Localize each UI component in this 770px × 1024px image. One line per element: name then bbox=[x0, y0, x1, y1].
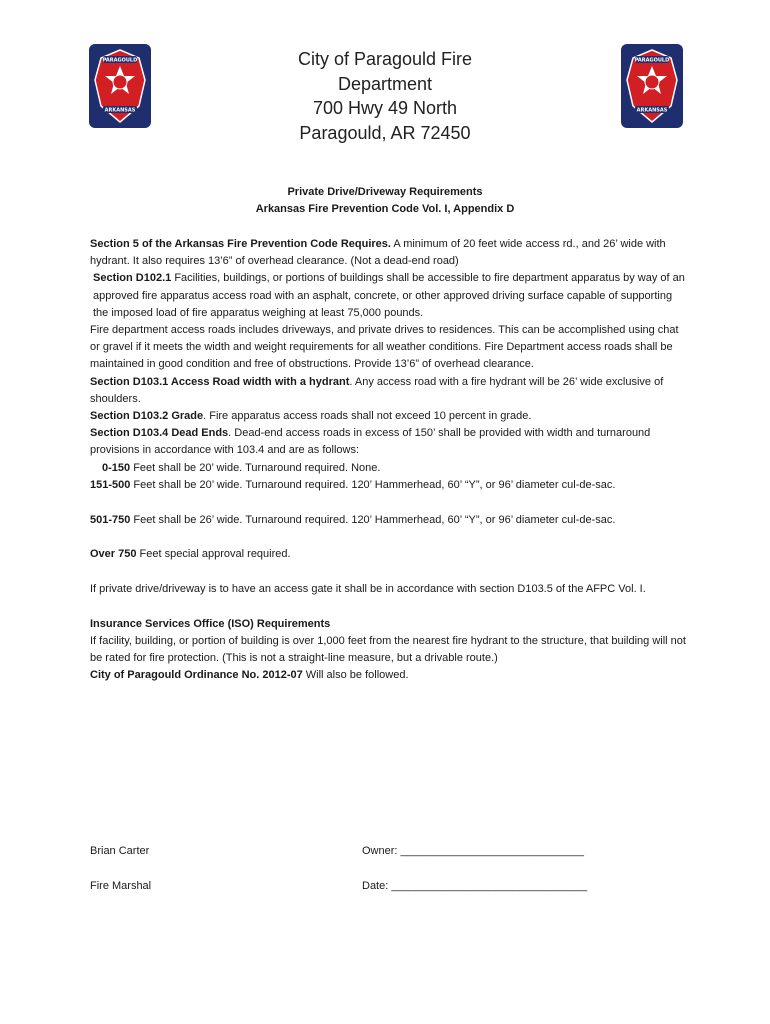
iso-heading: Insurance Services Office (ISO) Requirements bbox=[90, 617, 331, 630]
letterhead bbox=[200, 47, 570, 145]
paragraph-ordinance: City of Paragould Ordinance No. 2012-07 Will also be followed. bbox=[90, 669, 409, 682]
fire-department-badge-logo bbox=[621, 44, 683, 128]
requirement-over-750: Over 750 Feet special approval required. bbox=[90, 548, 291, 561]
fire-department-badge-logo bbox=[89, 44, 151, 128]
paragraph-access-gate: If private drive/driveway is to have an access gate it shall be in accordance with section D103.5 of the AFPC Vol. I. bbox=[90, 582, 646, 595]
paragraph-section-d103-4: Section D103.4 Dead Ends. Dead-end access roads in excess of 150’ shall be provided with width and turnaround provisions in accordance with 103.4 and are as follows: bbox=[90, 427, 651, 457]
subheading-title: Private Drive/Driveway Requirements bbox=[287, 186, 483, 198]
requirement-501-750: 501-750 Feet shall be 26’ wide. Turnaround required. 120’ Hammerhead, 60’ “Y”, or 96’ diameter cul-de-sac. bbox=[90, 513, 616, 526]
paragraph-section-d102-1: Section D102.1 Facilities, buildings, or portions of buildings shall be accessible to fire department apparatus by way of an approved fire apparatus access road with an asphalt, concrete, or other approved driving surface capable of supporting the imposed load of fire apparatus weighing at least 75,000 pounds. bbox=[93, 272, 685, 319]
requirement-0-150: 0-150 Feet shall be 20’ wide. Turnaround required. None. bbox=[102, 461, 381, 474]
owner-signature-line: Owner: ______________________________ bbox=[362, 845, 585, 857]
header-line-2: Department bbox=[337, 73, 433, 94]
paragraph-section-5: Section 5 of the Arkansas Fire Prevention Code Requires. A minimum of 20 feet wide access rd., and 26’ wide with hydrant. It also requires 13’6” of overhead clearance. (Not a dead-end road) bbox=[90, 238, 666, 268]
header-address-line: 700 Hwy 49 North bbox=[312, 98, 458, 118]
date-signature-line: Date: ________________________________ bbox=[362, 880, 588, 892]
svg-text:PARAGOULD: PARAGOULD bbox=[634, 57, 670, 64]
svg-text:PARAGOULD: PARAGOULD bbox=[102, 57, 138, 64]
requirement-151-500: 151-500 Feet shall be 20’ wide. Turnaround required. 120’ Hammerhead, 60’ “Y”, or 96’ diameter cul-de-sac. bbox=[90, 478, 616, 491]
header-line-1: City of Paragould Fire bbox=[297, 49, 473, 69]
paragraph-section-d103-2: Section D103.2 Grade. Fire apparatus access roads shall not exceed 10 percent in grade. bbox=[90, 410, 532, 423]
signer-title: Fire Marshal bbox=[90, 880, 152, 892]
document-body bbox=[90, 236, 690, 684]
document-subheading bbox=[150, 184, 620, 218]
svg-text:ARKANSAS: ARKANSAS bbox=[636, 107, 668, 114]
signer-name: Brian Carter bbox=[90, 845, 150, 857]
svg-text:ARKANSAS: ARKANSAS bbox=[104, 107, 136, 114]
paragraph-section-d103-1: Section D103.1 Access Road width with a hydrant. Any access road with a fire hydrant will be 26’ wide exclusive of shoulders. bbox=[90, 375, 664, 405]
header-city-line: Paragould, AR 72450 bbox=[299, 122, 471, 143]
paragraph-access-roads: Fire department access roads includes driveways, and private drives to residences. This can be accomplished using chat or gravel if it meets the width and weight requirements for all weather conditions. Fire Department access roads shall be maintained in good condition and free of obstructions. Provide 13’6” of overhead clearance. bbox=[90, 324, 679, 371]
paragraph-iso-requirements: If facility, building, or portion of building is over 1,000 feet from the nearest fire hydrant to the structure, that building will not be rated for fire protection. (This is not a straight-line measure, but a drivable route.) bbox=[90, 634, 686, 665]
subheading-code-reference: Arkansas Fire Prevention Code Vol. I, Appendix D bbox=[255, 203, 515, 215]
